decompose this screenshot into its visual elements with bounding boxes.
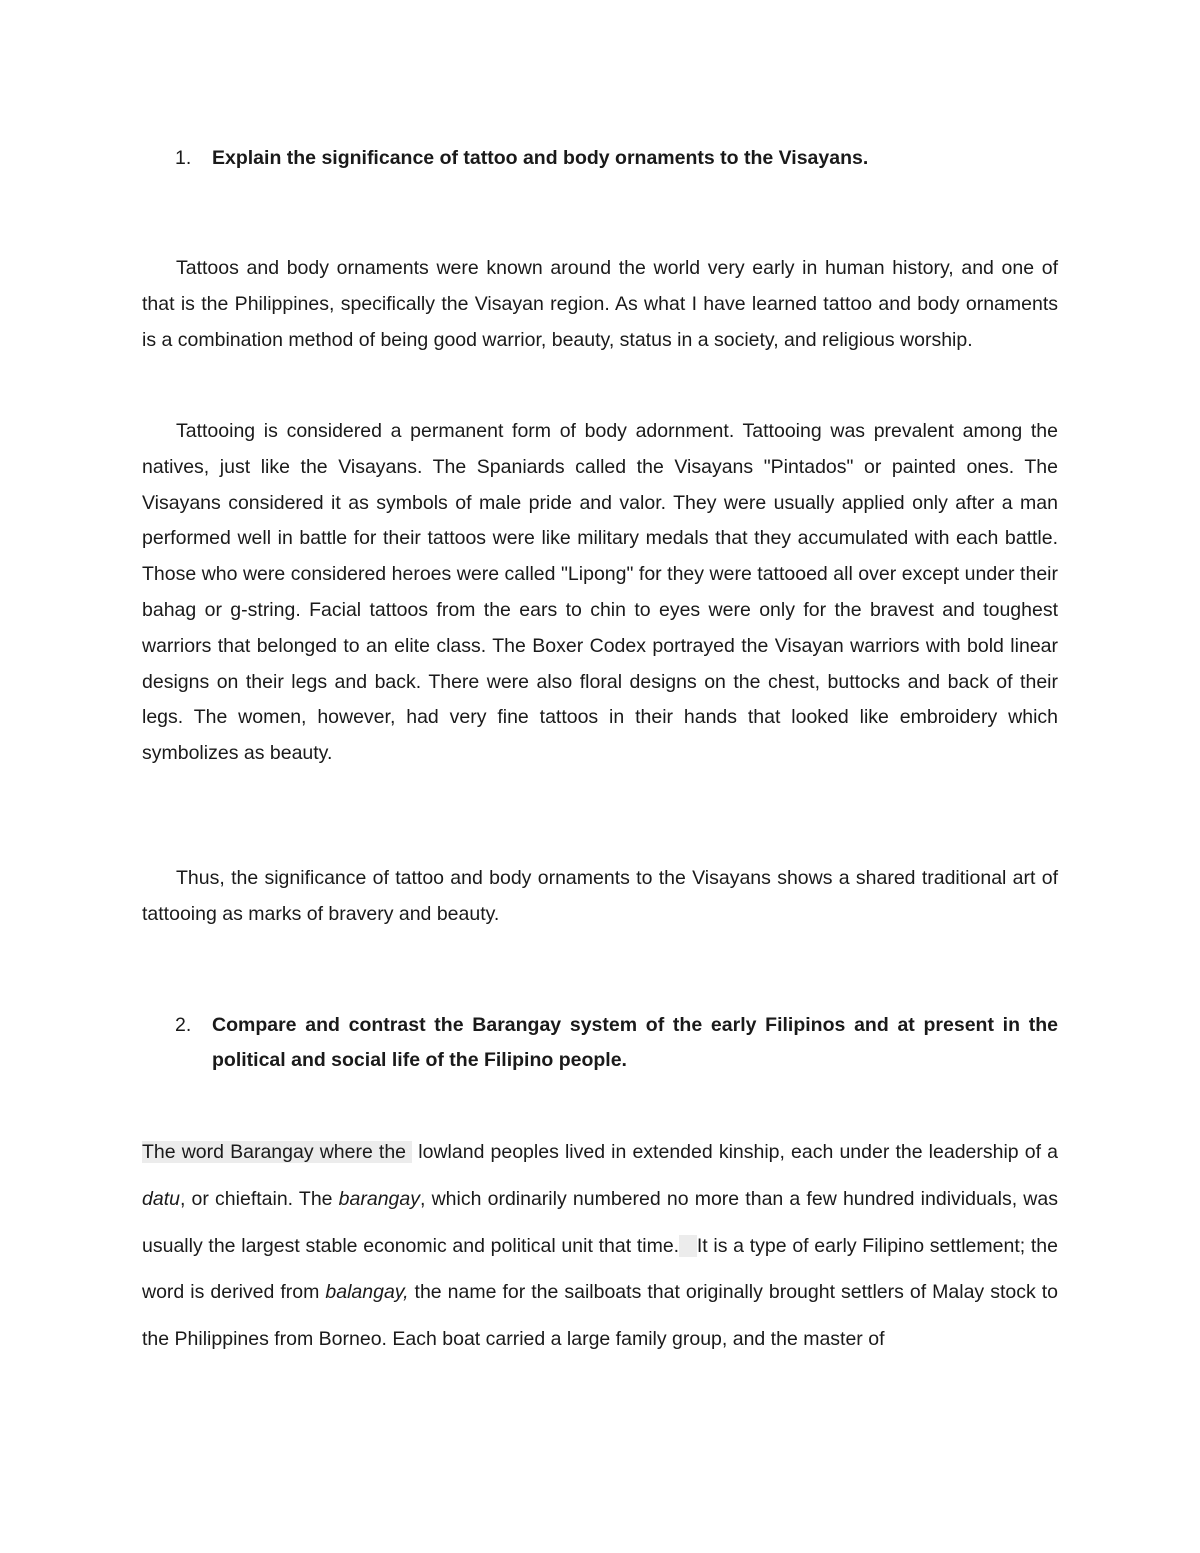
answer-2-text-2: , or chieftain. The [179,1187,339,1210]
term-barangay: barangay [338,1187,420,1210]
question-1 [142,141,1058,176]
answer-2-text-3: , which ordinarily numbered no more than a few hundred individuals, was usually the largest stable economic and political unit that time. [142,1187,1058,1257]
answer-1-paragraph-3: Thus, the significance of tattoo and body ornaments to the Visayans shows a shared traditional art of tattooing as marks of bravery and beauty. [142,867,1058,925]
question-2-number: 2. [175,1014,192,1036]
answer-2-text-4: It is a type of early Filipino settlement; the word is derived from [142,1234,1058,1304]
term-balangay: balangay, [325,1281,409,1304]
answer-1-paragraph-2: Tattooing is considered a permanent form of body adornment. Tattooing was prevalent among the natives, just like the Visayans. The Spaniards called the Visayans "Pintados" or painted ones. The Visayans considered it as symbols of male pride and valor. They were usually applied only after a man performed well in battle for their tattoos were like military medals that they accumulated with each battle. Those who were considered heroes were called "Lipong" for they were tattooed all over except under their bahag or g-string. Facial tattoos from the ears to chin to eyes were only for the bravest and toughest warriors that belonged to an elite class. The Boxer Codex portrayed the Visayan warriors with bold linear designs on their legs and back. There were also floral designs on the chest, buttocks and back of their legs. The women, however, had very fine tattoos in their hands that looked like embroidery which symbolizes as beauty. [142,420,1058,765]
question-2-text: Compare and contrast the Barangay system of the early Filipinos and at present in the political and social life of the Filipino people. [212,1014,1058,1071]
answer-1-paragraph-1: Tattoos and body ornaments were known around the world very early in human history, and one of that is the Philippines, specifically the Visayan region. As what I have learned tattoo and body ornaments is a combination method of being good warrior, beauty, status in a society, and religious worship. [142,257,1058,351]
highlight-gap [679,1235,697,1257]
term-datu: datu [142,1187,180,1210]
answer-2-text-5: the name for the sailboats that originally brought settlers of Malay stock to the Philippines from Borneo. Each boat carried a large family group, and the master of [142,1281,1058,1351]
document-page [142,0,1058,1553]
question-1-number: 1. [175,147,192,169]
answer-2-paragraph [142,1129,1058,1363]
question-2 [142,1008,1058,1078]
highlighted-text: The word Barangay where the [142,1141,407,1163]
question-1-text: Explain the significance of tattoo and body ornaments to the Visayans. [212,147,869,169]
answer-2-text-1: lowland peoples lived in extended kinship, each under the leadership of a [418,1141,1058,1163]
